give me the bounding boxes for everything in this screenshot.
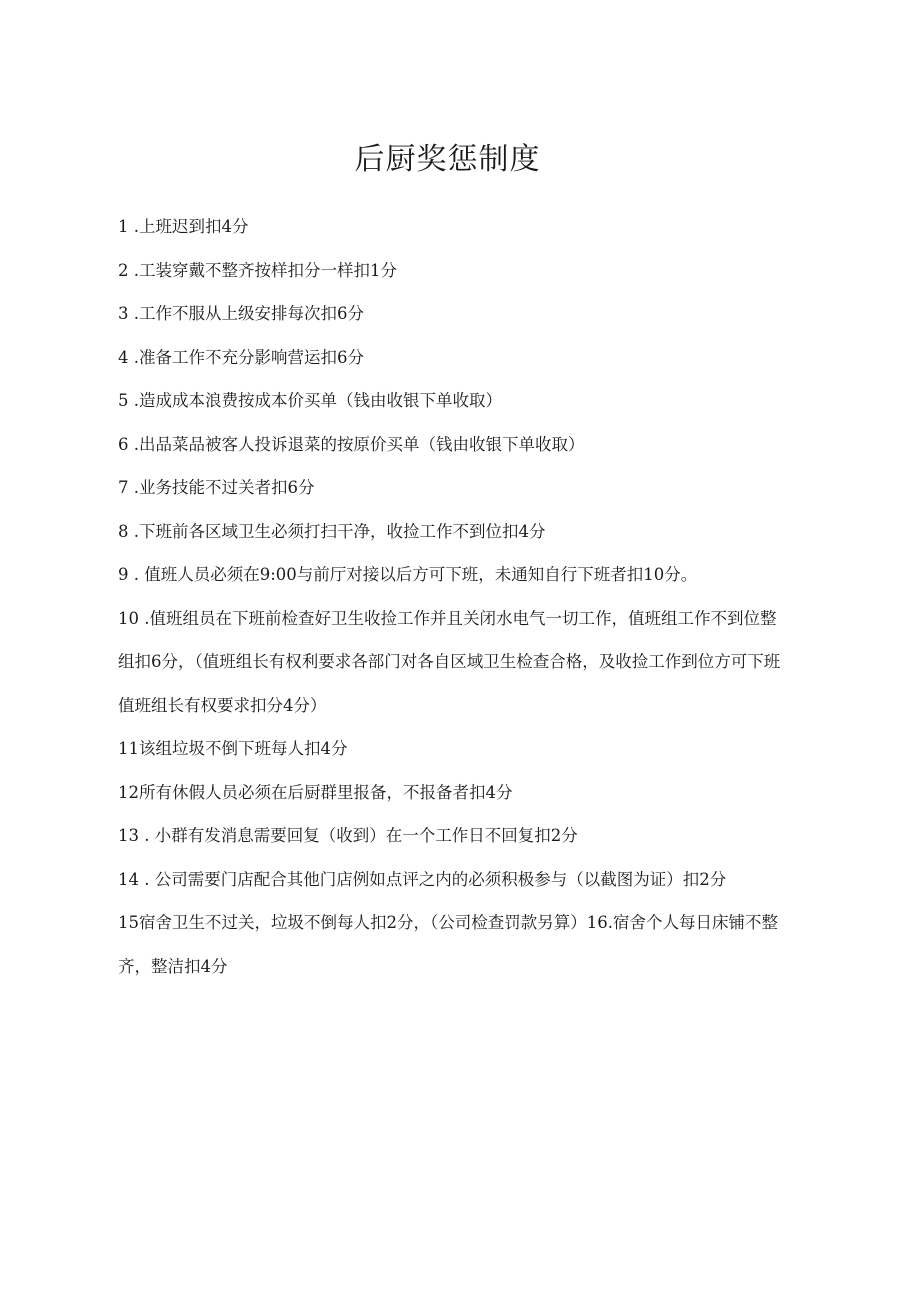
rule-item-10: 10 .值班组员在下班前检查好卫生收捡工作并且关闭水电气一切工作，值班组工作不到位整组扣6分，（值班组长有权利要求各部门对各自区域卫生检查合格，及收捡工作到位方可下班值班组长有权要求扣分4分） — [118, 608, 781, 715]
rule-item-4: 4 .准备工作不充分影响营运扣6分 — [118, 347, 364, 367]
document-title: 后厨奖惩制度 — [354, 142, 541, 177]
rule-item-2: 2 .工装穿戴不整齐按样扣分一样扣1分 — [118, 260, 397, 280]
rule-item-8: 8 .下班前各区域卫生必须打扫干净，收捡工作不到位扣4分 — [118, 521, 546, 541]
rule-item-6: 6 .出品菜品被客人投诉退菜的按原价买单（钱由收银下单收取） — [118, 434, 585, 454]
rule-item-9: 9 . 值班人员必须在9:00与前厅对接以后方可下班，未通知自行下班者扣10分。 — [118, 565, 698, 584]
rule-item-12: 12所有休假人员必须在后厨群里报备，不报备者扣4分 — [118, 782, 513, 802]
rule-item-15: 15宿舍卫生不过关，垃圾不倒每人扣2分，（公司检查罚款另算）16.宿舍个人每日床铺不整齐，整洁扣4分 — [118, 913, 778, 976]
rule-item-11: 11该组垃圾不倒下班每人扣4分 — [118, 739, 348, 758]
rule-item-7: 7 .业务技能不过关者扣6分 — [118, 478, 315, 497]
rule-item-5: 5 .造成成本浪费按成本价买单（钱由收银下单收取） — [118, 391, 502, 410]
rules-list — [118, 205, 788, 988]
rule-item-1: 1 .上班迟到扣4分 — [118, 217, 249, 236]
rule-item-3: 3 .工作不服从上级安排每次扣6分 — [118, 304, 364, 323]
rule-item-13: 13 . 小群有发消息需要回复（收到）在一个工作日不回复扣2分 — [118, 826, 578, 845]
rule-item-14: 14 . 公司需要门店配合其他门店例如点评之内的必须积极参与（以截图为证）扣2分 — [118, 869, 727, 889]
